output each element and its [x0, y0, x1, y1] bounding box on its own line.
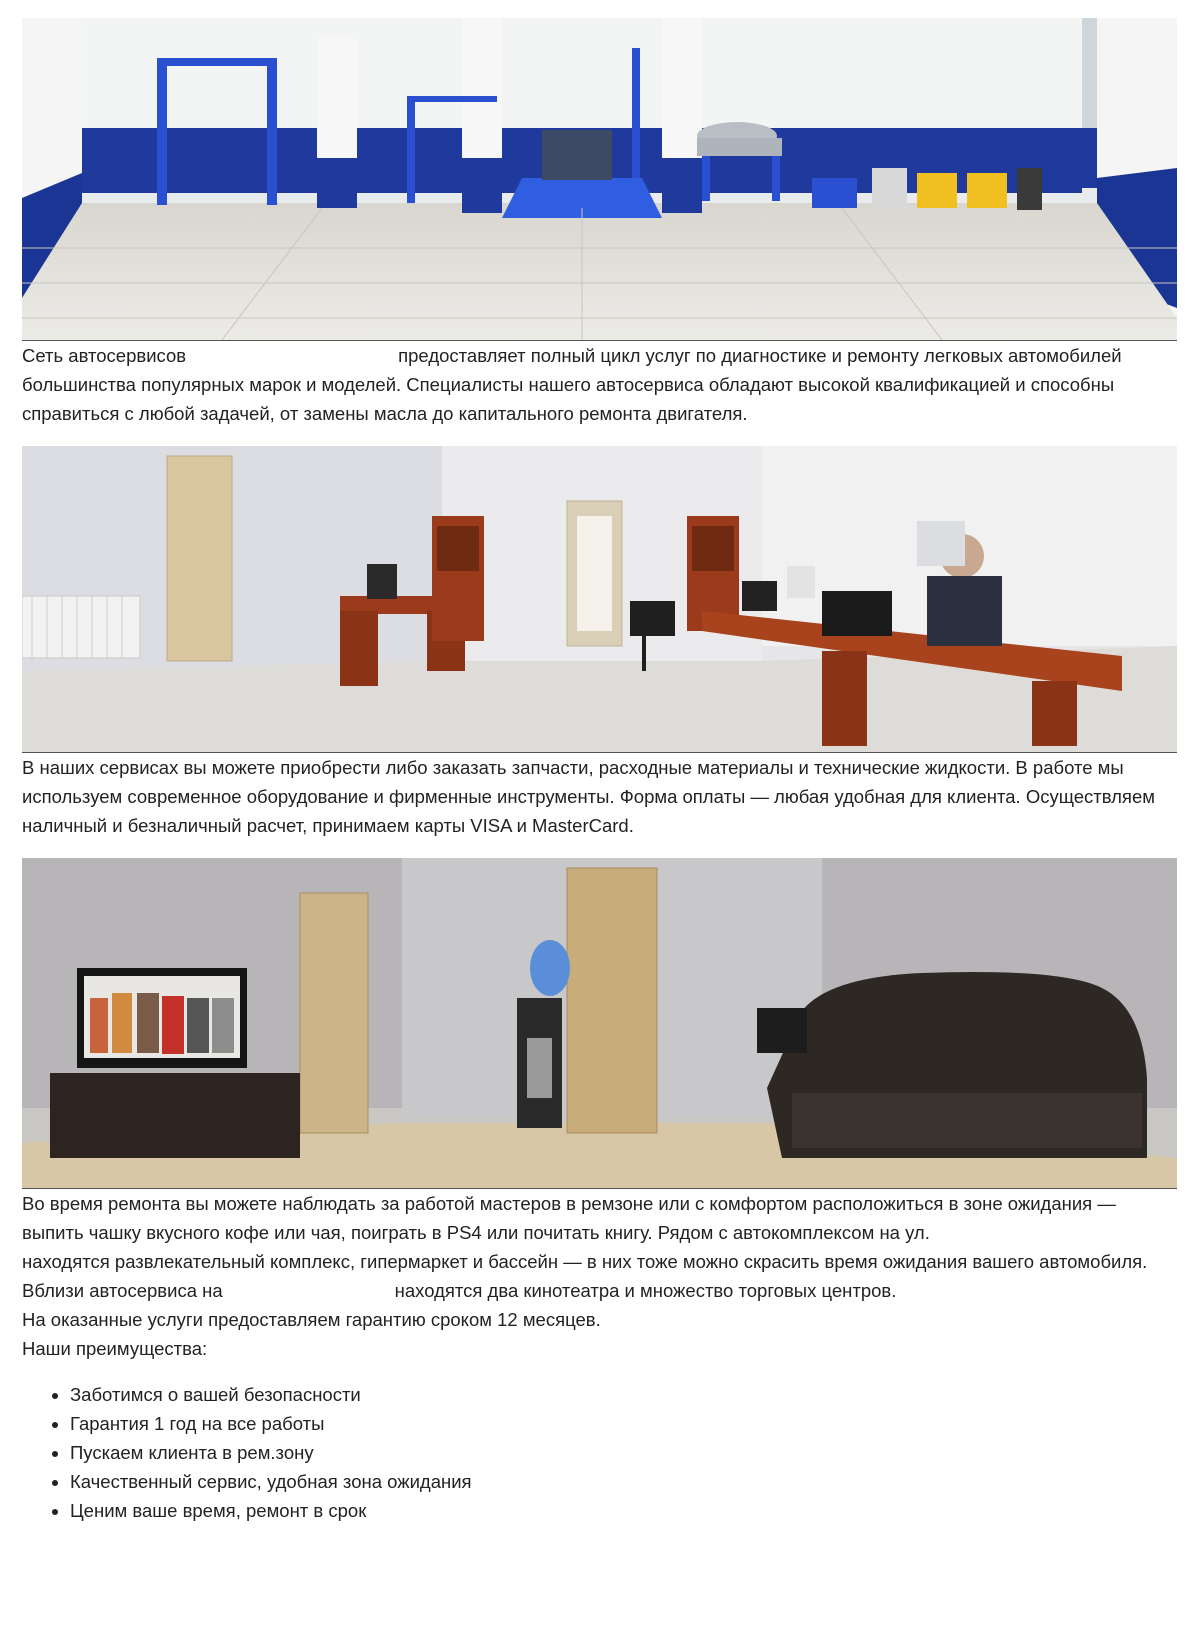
waiting-paragraph: [22, 1189, 1177, 1305]
intro-paragraph: [22, 341, 1177, 428]
intro-text-end: предоставляет полный цикл услуг по диагностике и ремонту легковых: [398, 345, 1003, 366]
parts-paragraph: В наших сервисах вы можете приобрести либо заказать запчасти, расходные материалы и технические жидкости. В работе мы используем современное оборудование и фирменные инструменты. Форма оплаты — любая удобная для клиента. Осуществляем наличный и безналичный расчет, принимаем карты VISA и MasterCard.: [22, 757, 1155, 836]
intro-text-rest: автомобилей большинства популярных марок и моделей. Специалисты нашего автосервиса обладают высокой квалификацией и способны справиться с любой задачей, от замены масла до капитального ремонта двигателя.: [22, 345, 1122, 424]
warranty-paragraph: На оказанные услуги предоставляем гарантию сроком 12 месяцев.: [22, 1309, 601, 1330]
office-photo: [22, 446, 1177, 753]
workshop-photo: [22, 18, 1177, 341]
waiting-text-2: находятся развлекательный комплекс, гипермаркет и бассейн — в них тоже можно скрасить время ожидания вашего автомобиля. Вблизи автосервиса на: [22, 1251, 1148, 1301]
article: [22, 18, 1177, 1525]
advantages-heading: Наши преимущества:: [22, 1338, 208, 1359]
intro-text-start: Сеть автосервисов: [22, 345, 187, 366]
waiting-room-photo: [22, 858, 1177, 1189]
list-item: • Заботимся о вашей безопасности: [70, 1380, 1177, 1409]
advantages-list: [22, 1380, 1177, 1525]
waiting-text-3: находятся два кинотеатра и множество торговых центров.: [394, 1280, 897, 1301]
list-item: • Ценим ваше время, ремонт в срок: [70, 1496, 1177, 1525]
list-item: • Качественный сервис, удобная зона ожидания: [70, 1467, 1177, 1496]
list-item: • Гарантия 1 год на все работы: [70, 1409, 1177, 1438]
list-item: • Пускаем клиента в рем.зону: [70, 1438, 1177, 1467]
waiting-text-1: Во время ремонта вы можете наблюдать за работой мастеров в ремзоне или с комфортом расположиться в зоне ожидания — выпить чашку вкусного кофе или чая, поиграть в PS4 или почитать книгу. Рядом с автокомплексом на ул.: [22, 1193, 1116, 1243]
